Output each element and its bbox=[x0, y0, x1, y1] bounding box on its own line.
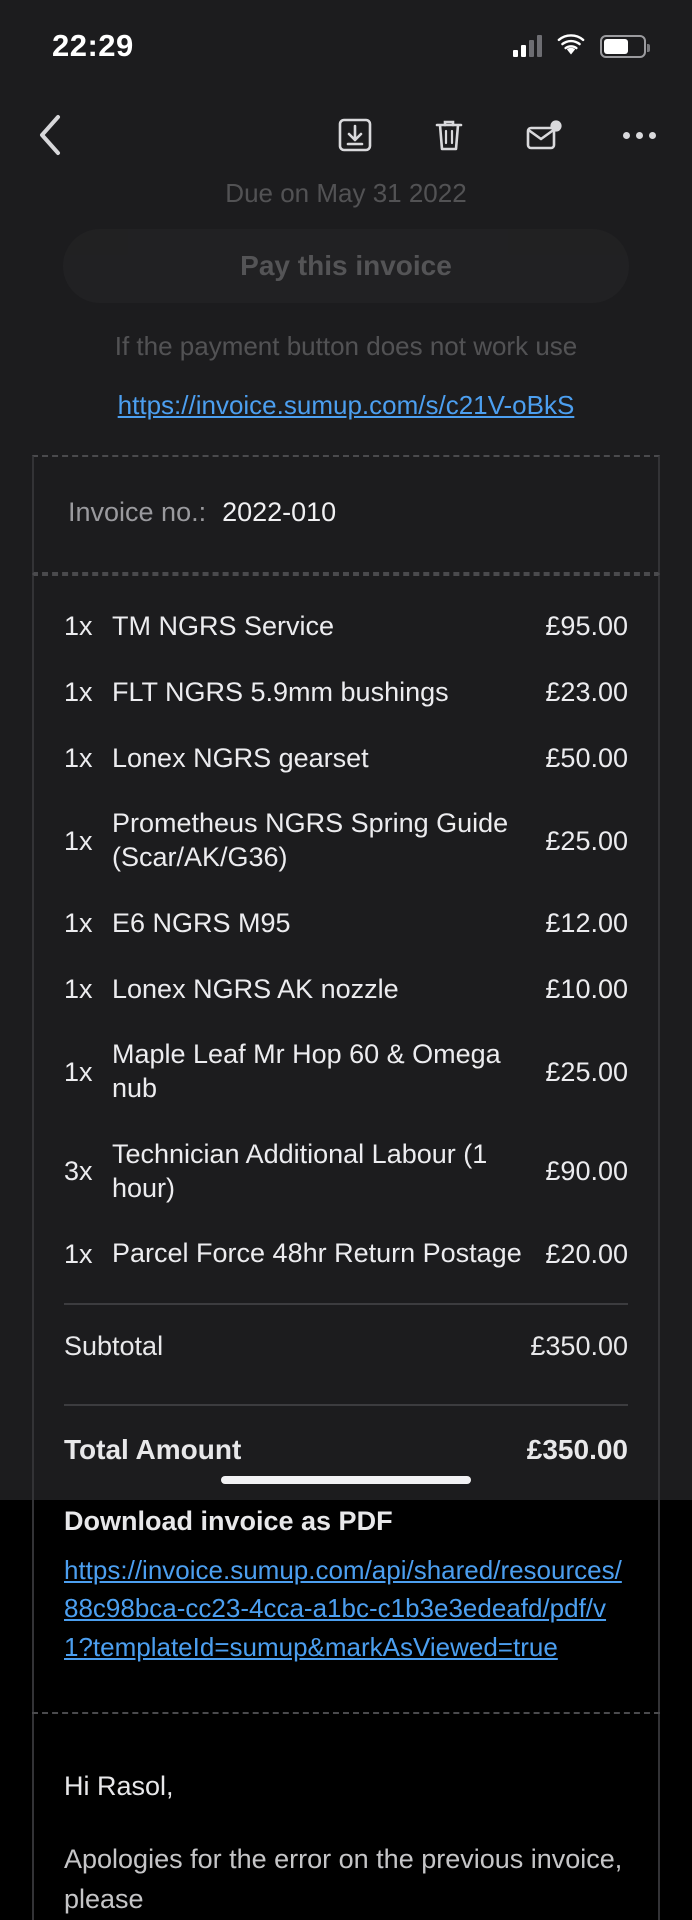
item-price: £50.00 bbox=[545, 742, 628, 773]
pdf-download-block bbox=[64, 1488, 628, 1712]
item-desc: Lonex NGRS AK nozzle bbox=[112, 973, 399, 1004]
item-desc: Lonex NGRS gearset bbox=[112, 742, 369, 773]
archive-download-icon[interactable] bbox=[337, 117, 373, 153]
item-desc: Technician Additional Labour (1 hour) bbox=[112, 1138, 488, 1203]
pay-invoice-button[interactable]: Pay this invoice bbox=[63, 229, 629, 303]
item-qty: 1x bbox=[64, 611, 93, 642]
item-desc: Maple Leaf Mr Hop 60 & Omega nub bbox=[112, 1039, 501, 1103]
cellular-bars-icon bbox=[513, 35, 542, 57]
payment-help-line: If the payment button does not work use bbox=[114, 331, 578, 361]
item-price: £12.00 bbox=[545, 908, 628, 939]
invoice-number-label: Invoice no.: bbox=[68, 497, 207, 527]
item-qty: 3x bbox=[64, 1156, 93, 1186]
invoice-number-card bbox=[32, 455, 660, 574]
payment-link-row bbox=[0, 382, 692, 455]
invoice-items-list bbox=[34, 576, 658, 1712]
message-body: Apologies for the error on the previous invoice, please bbox=[64, 1843, 623, 1915]
item-price: £23.00 bbox=[545, 677, 628, 708]
list-item bbox=[64, 1022, 628, 1122]
more-options-icon[interactable] bbox=[623, 132, 656, 139]
item-qty: 1x bbox=[64, 1056, 93, 1087]
item-desc: Prometheus NGRS Spring Guide (Scar/AK/G36) bbox=[112, 808, 509, 872]
email-header-faded bbox=[0, 178, 692, 362]
item-price: £20.00 bbox=[545, 1238, 628, 1269]
trash-icon[interactable] bbox=[433, 117, 465, 153]
item-qty: 1x bbox=[64, 908, 93, 939]
status-clock: 22:29 bbox=[52, 28, 134, 63]
home-indicator[interactable] bbox=[221, 1476, 471, 1484]
mail-toolbar bbox=[0, 92, 692, 178]
item-price: £90.00 bbox=[545, 1156, 628, 1186]
list-item bbox=[64, 1221, 628, 1287]
list-item bbox=[64, 726, 628, 792]
subtotal-row bbox=[64, 1305, 628, 1388]
list-item bbox=[64, 791, 628, 891]
list-item bbox=[64, 660, 628, 726]
pdf-download-link[interactable]: https://invoice.sumup.com/api/shared/resources/88c98bca-cc23-4cca-a1bc-c1b3e3edeafd/pdf/v1?templateId=sumup&markAsViewed=true bbox=[64, 1555, 622, 1662]
mark-unread-envelope-icon[interactable] bbox=[525, 118, 563, 152]
item-qty: 1x bbox=[64, 1238, 93, 1269]
item-price: £25.00 bbox=[545, 825, 628, 856]
payment-link[interactable]: https://invoice.sumup.com/s/c21V-oBkS bbox=[117, 390, 575, 420]
due-date-line: Due on May 31 2022 bbox=[225, 178, 467, 208]
item-qty: 1x bbox=[64, 973, 93, 1004]
item-desc: FLT NGRS 5.9mm bushings bbox=[112, 676, 449, 707]
subtotal-value: £350.00 bbox=[530, 1331, 628, 1361]
item-qty: 1x bbox=[64, 677, 93, 708]
item-desc: Parcel Force 48hr Return Postage bbox=[112, 1238, 522, 1269]
invoice-number-value: 2022-010 bbox=[222, 497, 337, 527]
item-price: £10.00 bbox=[545, 973, 628, 1004]
item-qty: 1x bbox=[64, 825, 93, 856]
total-value: £350.00 bbox=[526, 1434, 628, 1465]
total-label: Total Amount bbox=[64, 1434, 242, 1465]
wifi-icon bbox=[556, 35, 586, 57]
battery-icon bbox=[600, 35, 646, 58]
invoice-number-row bbox=[34, 457, 658, 572]
list-item bbox=[64, 594, 628, 660]
list-item bbox=[64, 1122, 628, 1222]
back-button[interactable] bbox=[36, 113, 86, 157]
item-desc: E6 NGRS M95 bbox=[112, 907, 291, 938]
list-item bbox=[64, 891, 628, 957]
item-price: £25.00 bbox=[545, 1056, 628, 1087]
pdf-download-title: Download invoice as PDF bbox=[64, 1506, 393, 1536]
item-price: £95.00 bbox=[545, 611, 628, 642]
status-indicators bbox=[513, 35, 646, 58]
invoice-items-card bbox=[32, 574, 660, 1712]
item-qty: 1x bbox=[64, 742, 93, 773]
subtotal-label: Subtotal bbox=[64, 1331, 164, 1361]
list-item bbox=[64, 957, 628, 1023]
email-message-section bbox=[32, 1714, 660, 1920]
status-bar bbox=[0, 0, 692, 92]
item-desc: TM NGRS Service bbox=[112, 611, 335, 641]
message-greeting: Hi Rasol, bbox=[64, 1771, 174, 1802]
